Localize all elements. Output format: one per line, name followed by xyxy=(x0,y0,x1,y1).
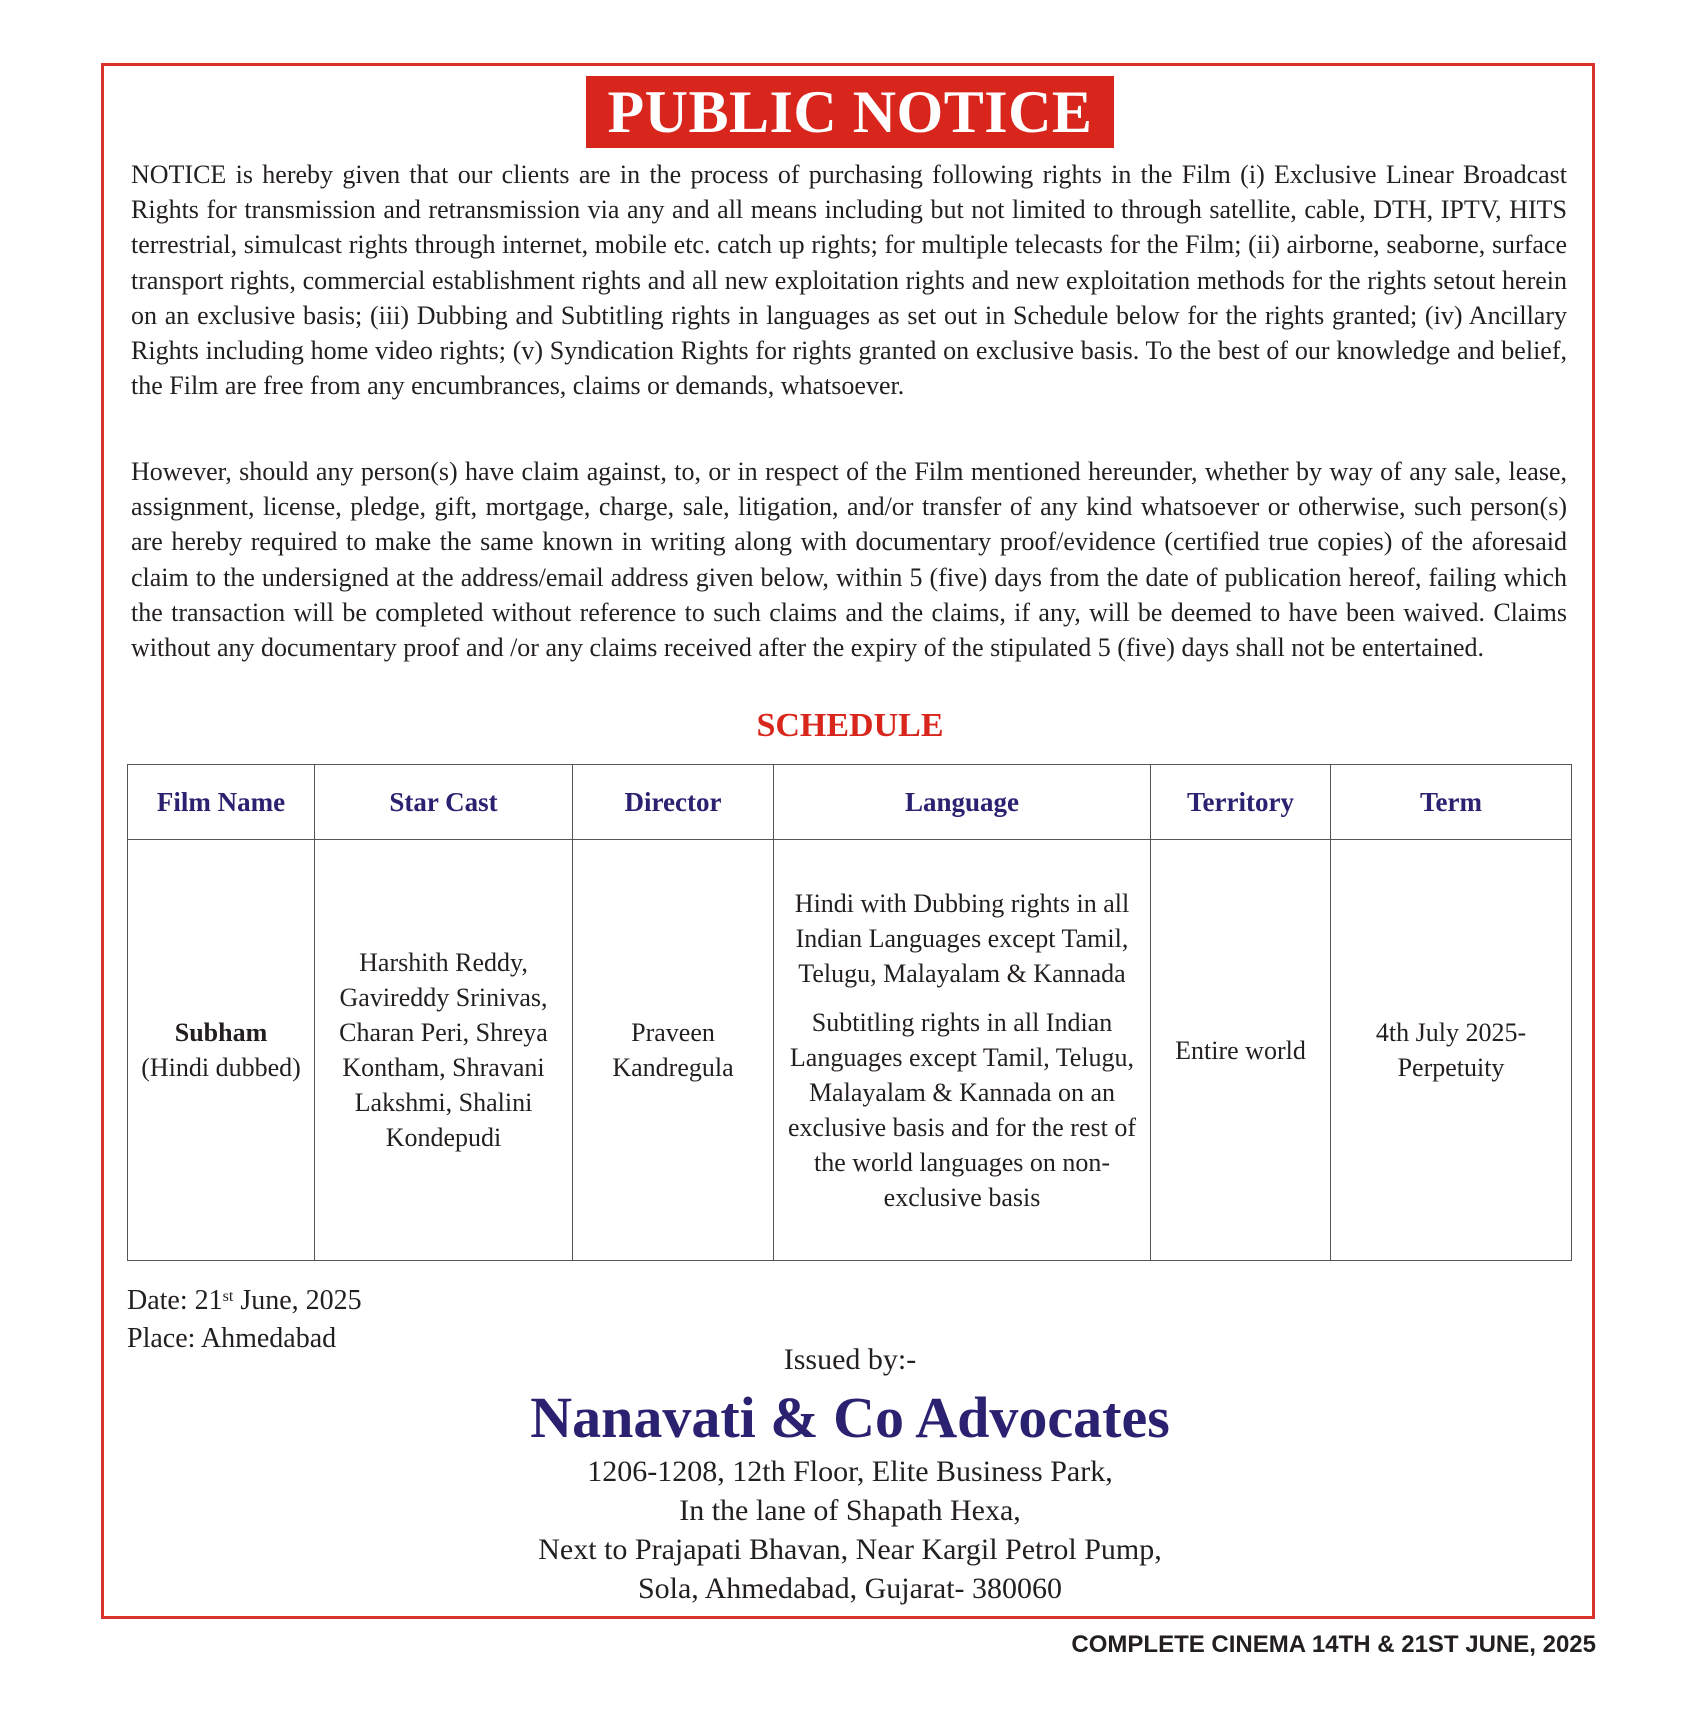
date-ordinal: st xyxy=(222,1288,234,1305)
title-banner xyxy=(0,76,1700,148)
address-line: In the lane of Shapath Hexa, xyxy=(679,1494,1021,1527)
cell-term: 4th July 2025-Perpetuity xyxy=(1331,840,1572,1261)
film-title: Subham xyxy=(174,1018,268,1047)
cell-language xyxy=(774,840,1151,1261)
schedule-header-row xyxy=(128,765,1572,840)
address-line: 1206-1208, 12th Floor, Elite Business Park, xyxy=(587,1455,1113,1488)
table-row xyxy=(128,840,1572,1261)
header-film-name: Film Name xyxy=(128,765,315,840)
address-line: Sola, Ahmedabad, Gujarat- 380060 xyxy=(637,1572,1063,1605)
notice-paragraph-1: NOTICE is hereby given that our clients are in the process of purchasing following rights in the Film (i) Exclusive Linear Broadcast Rights for transmission and retransmission via any and all means including but not limited to through satellite, cable, DTH, IPTV, HITS terrestrial, simulcast rights through internet, mobile etc. catch up rights; for multiple telecasts for the Film; (ii) airborne, seaborne, surface transport rights, commercial establishment rights and all new exploitation rights and new exploitation methods for the rights setout herein on an exclusive basis; (iii) Dubbing and Subtitling rights in languages as set out in Schedule below for the rights granted; (iv) Ancillary Rights including home video rights; (v) Syndication Rights for rights granted on exclusive basis. To the best of our knowledge and belief, the Film are free from any encumbrances, claims or demands, whatsoever. xyxy=(131,160,1567,401)
notice-paragraph-2: However, should any person(s) have claim against, to, or in respect of the Film mentioned hereunder, whether by way of any sale, lease, assignment, license, pledge, gift, mortgage, charge, sale, litigation, and/or transfer of any kind whatsoever or otherwise, such person(s) are hereby required to make the same known in writing along with documentary proof/evidence (certified true copies) of the aforesaid claim to the undersigned at the address/email address given below, within 5 (five) days from the date of publication hereof, failing which the transaction will be completed without reference to such claims and the claims, if any, will be deemed to have been waived. Claims without any documentary proof and /or any claims received after the expiry of the stipulated 5 (five) days shall not be entertained. xyxy=(131,457,1567,663)
address-line: Next to Prajapati Bhavan, Near Kargil Petrol Pump, xyxy=(538,1533,1162,1566)
schedule-table xyxy=(127,764,1572,1261)
header-star-cast: Star Cast xyxy=(315,765,573,840)
cell-territory: Entire world xyxy=(1151,840,1331,1261)
cell-star-cast: Harshith Reddy, Gavireddy Srinivas, Charan Peri, Shreya Kontham, Shravani Lakshmi, Shalini Kondepudi xyxy=(315,840,573,1261)
date-label: Date: 21 xyxy=(127,1285,223,1316)
date-rest: June, 2025 xyxy=(233,1285,362,1316)
header-director: Director xyxy=(573,765,774,840)
firm-address xyxy=(0,1452,1700,1608)
issued-by: Issued by:- xyxy=(783,1343,917,1376)
film-note: (Hindi dubbed) xyxy=(141,1053,301,1082)
header-language: Language xyxy=(774,765,1151,840)
header-term: Term xyxy=(1331,765,1572,840)
language-subtitling: Subtitling rights in all Indian Languages except Tamil, Telugu, Malayalam & Kannada on an exclusive basis and for the rest of the world languages on non-exclusive basis xyxy=(787,1007,1136,1212)
language-dubbing: Hindi with Dubbing rights in all Indian Languages except Tamil, Telugu, Malayalam & Kannada xyxy=(794,888,1130,988)
publication-footer: COMPLETE CINEMA 14TH & 21ST JUNE, 2025 xyxy=(1071,1631,1596,1658)
cell-director: Praveen Kandregula xyxy=(573,840,774,1261)
notice-date xyxy=(127,1283,362,1319)
notice-title: PUBLIC NOTICE xyxy=(586,76,1115,148)
header-territory: Territory xyxy=(1151,765,1331,840)
schedule-heading: SCHEDULE xyxy=(756,707,944,744)
firm-name: Nanavati & Co Advocates xyxy=(530,1385,1170,1450)
notice-place: Place: Ahmedabad xyxy=(127,1323,337,1354)
cell-film-name xyxy=(128,840,315,1261)
